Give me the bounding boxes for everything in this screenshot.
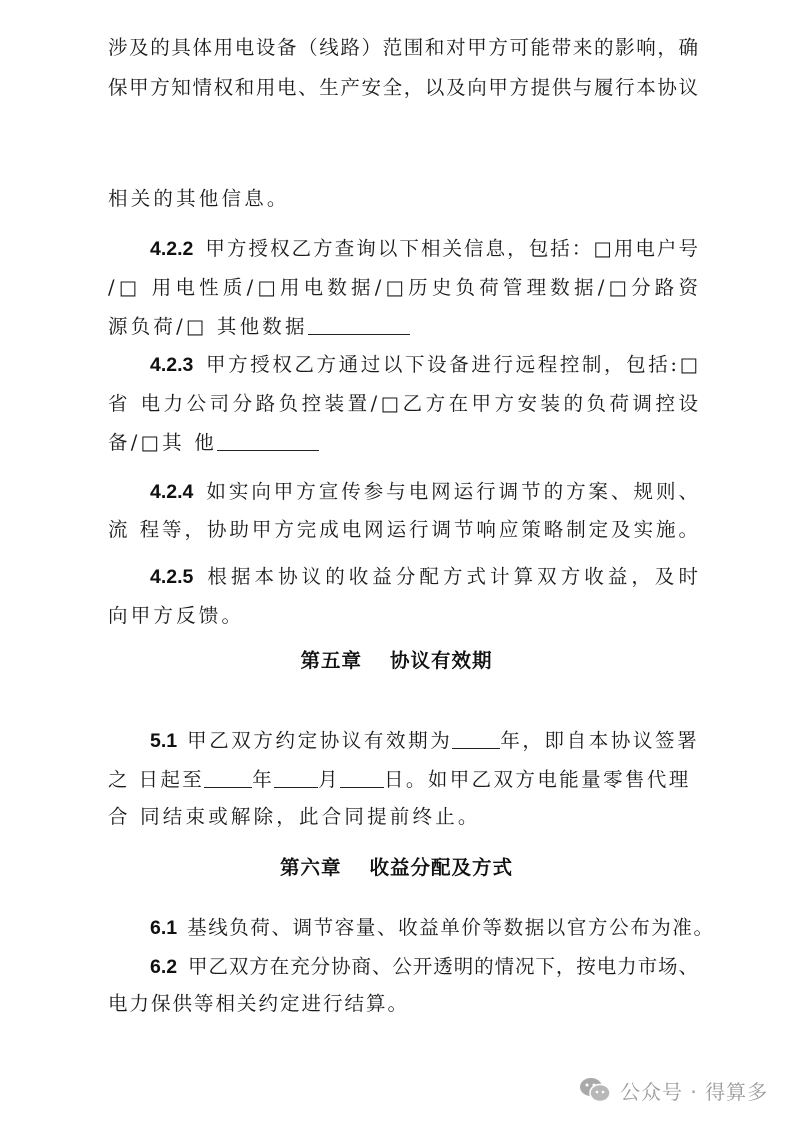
clause-6-1-line-1: 6.1 基线负荷、调节容量、收益单价等数据以官方公布为准。 xyxy=(150,916,715,939)
end-day-blank xyxy=(340,765,384,788)
term-years-blank xyxy=(452,726,500,749)
clause-4-2-5-line-1: 4.2.5 根据本协议的收益分配方式计算双方收益，及时 xyxy=(150,565,698,588)
intro-line-1: 涉及的具体用电设备（线路）范围和对甲方可能带来的影响，确 xyxy=(108,36,698,59)
clause-4-2-5-line-2: 向甲方反馈。 xyxy=(108,604,245,627)
chapter-6-heading: 第六章 收益分配及方式 xyxy=(279,857,514,879)
end-month-blank xyxy=(274,765,318,788)
clause-number: 6.1 xyxy=(150,917,178,939)
clause-4-2-4-line-1: 4.2.4 如实向甲方宣传参与电网运行调节的方案、规则、 xyxy=(150,480,698,503)
clause-4-2-4-line-2: 流 程等，协助甲方完成电网运行调节响应策略制定及实施。 xyxy=(108,518,698,541)
watermark-text: 公众号 · 得算多 xyxy=(620,1079,769,1104)
clause-4-2-2-line-2: /□ 用电性质/□用电数据/□历史负荷管理数据/□分路资 xyxy=(108,276,698,299)
other-data-blank xyxy=(308,312,410,335)
wechat-icon xyxy=(578,1076,612,1104)
clause-5-1-line-1: 5.1 甲乙双方约定协议有效期为 年，即自本协议签署 xyxy=(108,726,698,755)
clause-6-2-line-2: 电力保供等相关约定进行结算。 xyxy=(108,992,410,1015)
intro-line-3: 相关的其他信息。 xyxy=(108,187,290,210)
clause-number: 4.2.4 xyxy=(150,481,194,503)
clause-number: 4.2.3 xyxy=(150,354,194,376)
clause-4-2-3-line-3: 备/□其 他 xyxy=(108,428,698,457)
clause-4-2-2-line-3: 源负荷/□ 其他数据 xyxy=(108,312,698,341)
end-year-blank xyxy=(204,765,252,788)
clause-4-2-2-line-1: 4.2.2 甲方授权乙方查询以下相关信息，包括：□用电户号 xyxy=(150,237,698,260)
other-device-blank xyxy=(217,428,319,451)
clause-5-1-line-2: 之 日起至 年 月 日。如甲乙双方电能量零售代理 xyxy=(108,765,698,794)
clause-5-1-line-3: 合 同结束或解除，此合同提前终止。 xyxy=(108,805,481,828)
chapter-5-heading: 第五章 协议有效期 xyxy=(300,650,493,672)
intro-line-2: 保甲方知情权和用电、生产安全，以及向甲方提供与履行本协议 xyxy=(108,76,698,99)
clause-number: 6.2 xyxy=(150,956,178,978)
clause-6-2-line-1: 6.2 甲乙双方在充分协商、公开透明的情况下，按电力市场、 xyxy=(150,955,698,978)
watermark xyxy=(578,1072,768,1108)
clause-number: 5.1 xyxy=(150,730,178,752)
clause-4-2-3-line-1: 4.2.3 甲方授权乙方通过以下设备进行远程控制，包括:□ xyxy=(150,353,698,376)
clause-4-2-3-line-2: 省 电力公司分路负控装置/□乙方在甲方安装的负荷调控设 xyxy=(108,392,698,415)
clause-number: 4.2.5 xyxy=(150,566,194,588)
clause-number: 4.2.2 xyxy=(150,238,194,260)
